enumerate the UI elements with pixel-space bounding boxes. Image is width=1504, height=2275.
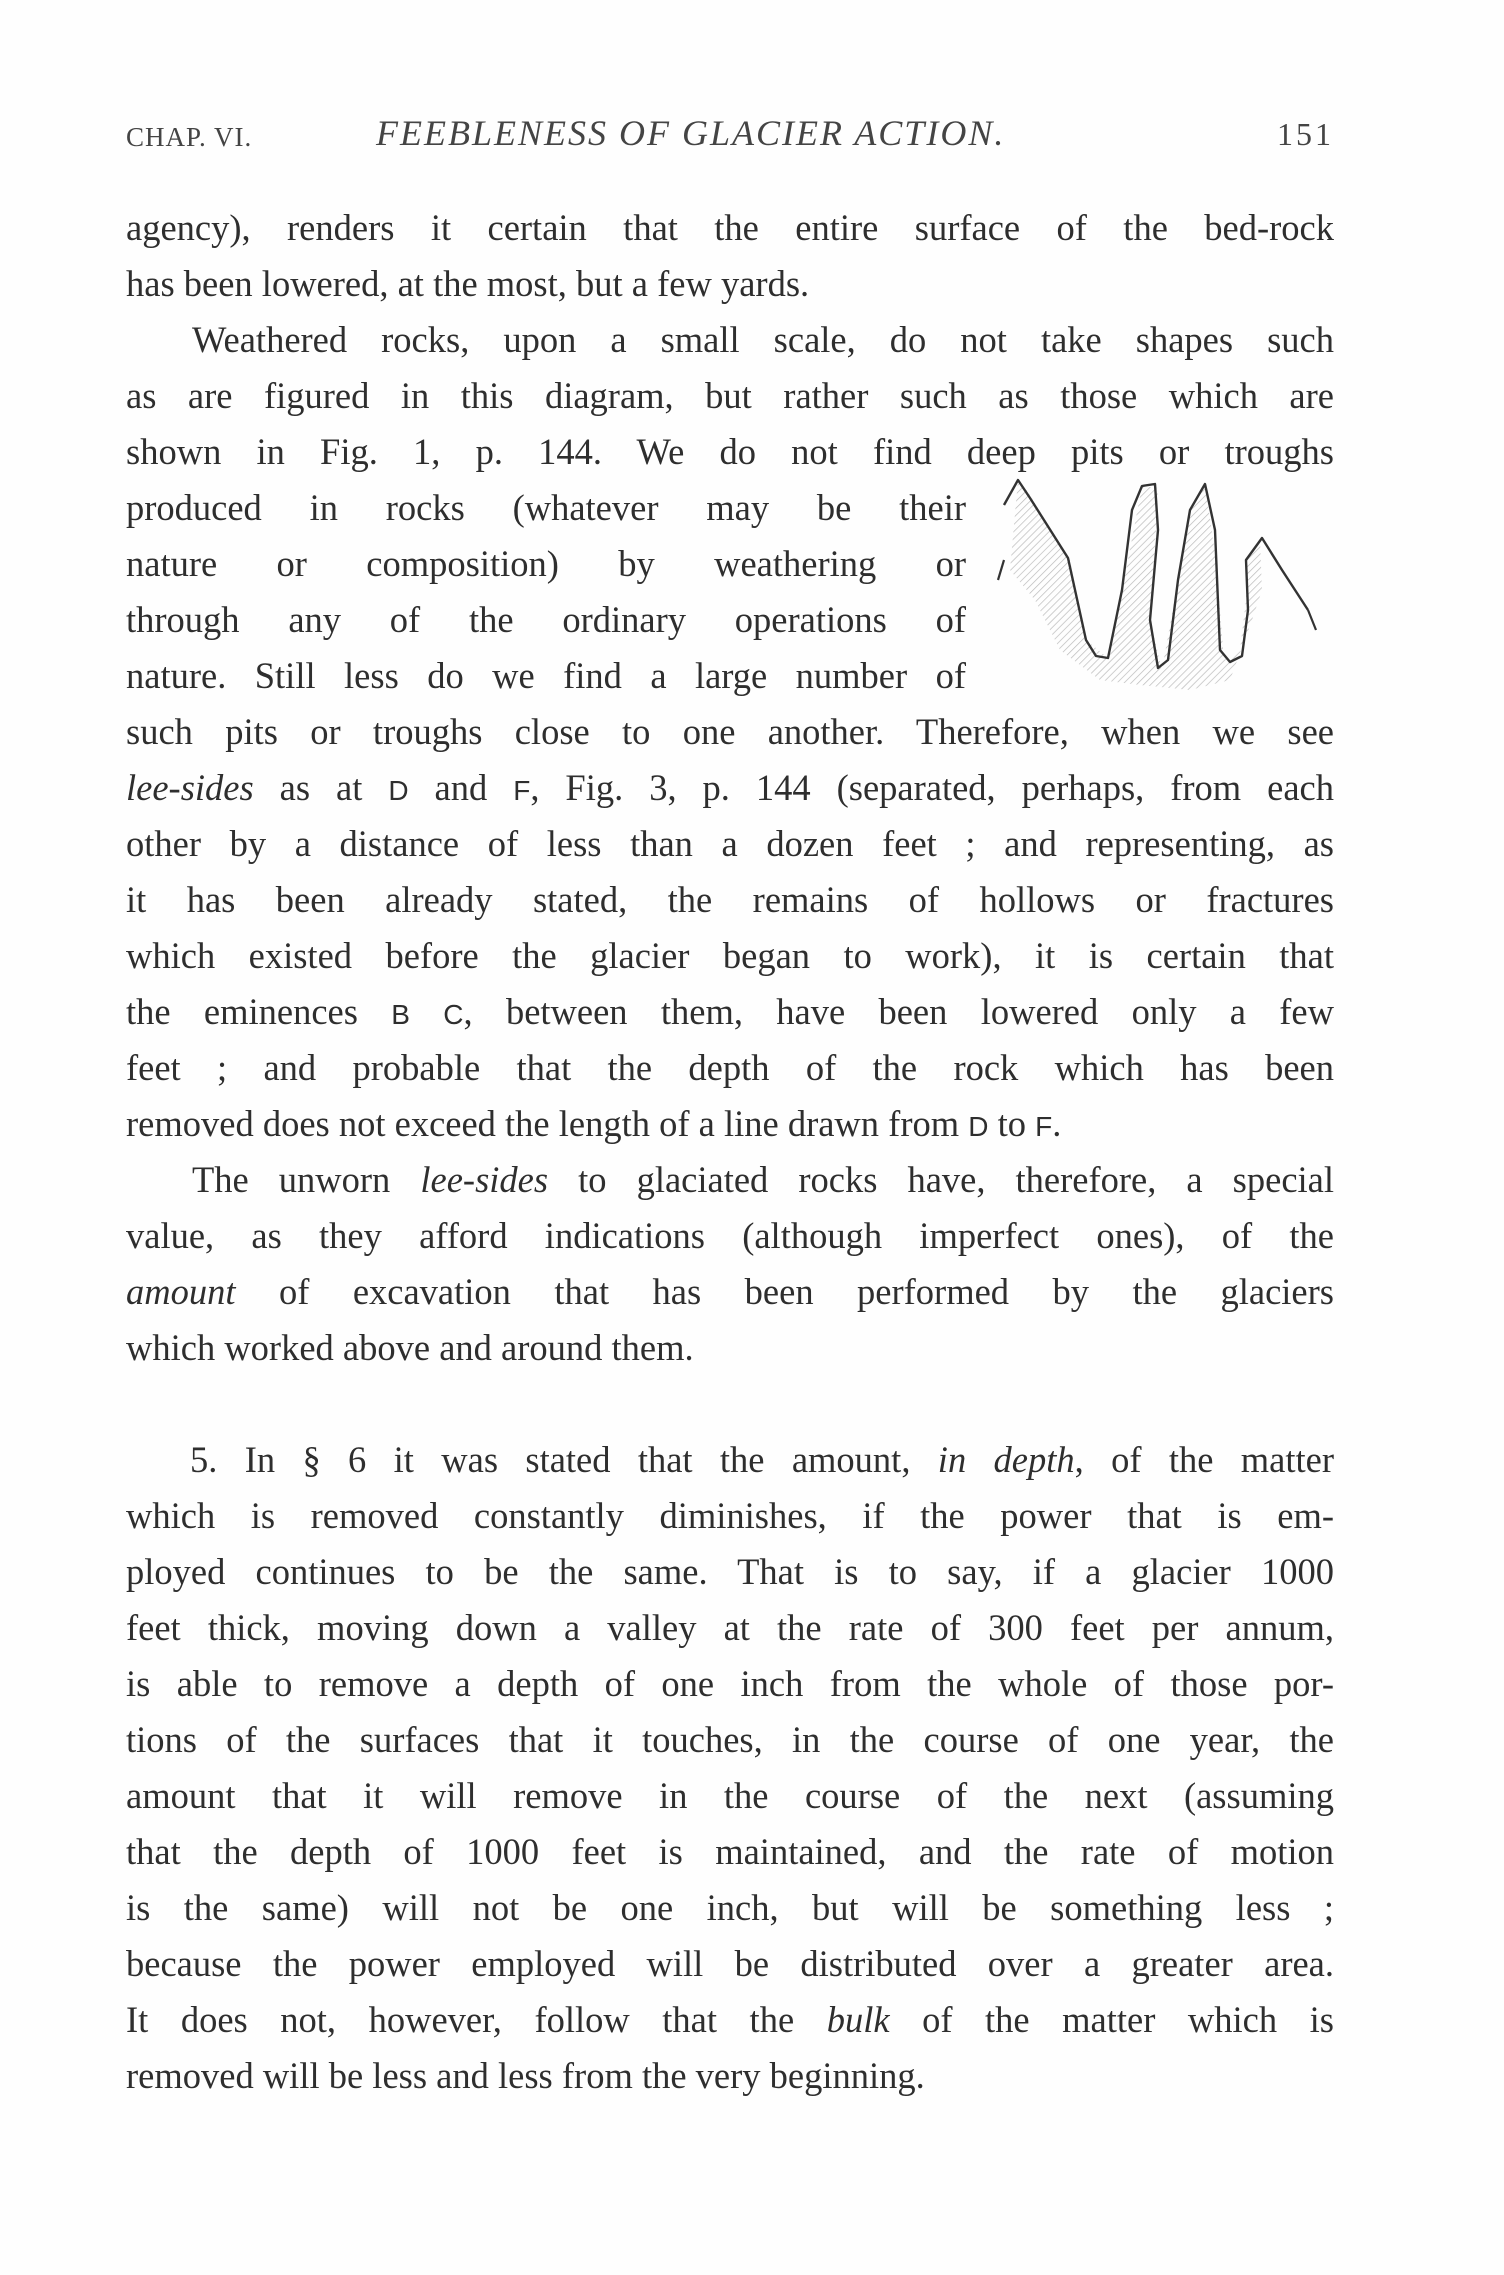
running-head (126, 112, 1334, 162)
text-line: removed will be less and less from the very beginning. (126, 2055, 925, 2096)
text-line: is the same) will not be one inch, but will be something less ; (126, 1887, 1334, 1928)
text-line: nature. Still less do we find a large number of (126, 655, 966, 696)
text-line: Weathered rocks, upon a small scale, do not take shapes such (192, 319, 1334, 360)
text-line: as are figured in this diagram, but rather such as those which are (126, 375, 1334, 416)
paragraph-3 (126, 1152, 1334, 1376)
text-line: which is removed constantly diminishes, if the power that is em- (126, 1495, 1334, 1536)
chapter-title: FEEBLENESS OF GLACIER ACTION. (376, 113, 1006, 153)
paragraph-2 (126, 312, 1334, 1152)
text-line: It does not, however, follow that the bulk of the matter which is (126, 1999, 1334, 2040)
text-line: shown in Fig. 1, p. 144. We do not find deep pits or troughs (126, 431, 1334, 472)
text-line: lee-sides as at D and F, Fig. 3, p. 144 (separated, perhaps, from each (126, 767, 1334, 808)
rock-hatching (1010, 480, 1262, 690)
chapter-label: CHAP. VI. (126, 122, 253, 152)
page-number: 151 (1277, 116, 1334, 152)
text-line: is able to remove a depth of one inch from the whole of those por- (126, 1663, 1334, 1704)
text-line: produced in rocks (whatever may be their (126, 487, 966, 528)
text-line: nature or composition) by weathering or (126, 543, 966, 584)
figure-letter: C (443, 999, 464, 1030)
italic-term: in depth (937, 1439, 1075, 1480)
italic-term: amount (126, 1271, 236, 1312)
text-line: tions of the surfaces that it touches, in the course of one year, the (126, 1719, 1334, 1760)
text-line: value, as they afford indications (although imperfect ones), of the (126, 1215, 1334, 1256)
italic-term: lee-sides (126, 767, 254, 808)
text-line: other by a distance of less than a dozen feet ; and representing, as (126, 823, 1334, 864)
paragraph-4 (126, 1432, 1334, 2104)
text-line: amount of excavation that has been performed by the glaciers (126, 1271, 1334, 1312)
text-line: ployed continues to be the same. That is to say, if a glacier 1000 (126, 1551, 1334, 1592)
text-line: feet ; and probable that the depth of the rock which has been (126, 1047, 1334, 1088)
text-line: amount that it will remove in the course of the next (assuming (126, 1775, 1334, 1816)
figure-letter: F (1035, 1111, 1053, 1142)
text-line: The unworn lee-sides to glaciated rocks have, therefore, a special (192, 1159, 1334, 1200)
figure-letter: D (388, 775, 409, 806)
paragraph-1 (126, 200, 1334, 312)
figure-letter: F (513, 775, 531, 806)
text-line: through any of the ordinary operations of (126, 599, 966, 640)
text-line: which existed before the glacier began to work), it is certain that (126, 935, 1334, 976)
figure-letter: B (391, 999, 410, 1030)
italic-term: lee-sides (420, 1159, 549, 1200)
text-line: removed does not exceed the length of a line drawn from D to F. (126, 1103, 1062, 1144)
text-line: that the depth of 1000 feet is maintained, and the rate of motion (126, 1831, 1334, 1872)
text-line: has been lowered, at the most, but a few yards. (126, 263, 810, 304)
text-line: which worked above and around them. (126, 1327, 694, 1368)
text-line: 5. In § 6 it was stated that the amount, in depth, of the matter (190, 1439, 1334, 1480)
text-line: agency), renders it certain that the entire surface of the bed-rock (126, 207, 1334, 248)
italic-term: bulk (826, 1999, 890, 2040)
text-line: feet thick, moving down a valley at the rate of 300 feet per annum, (126, 1607, 1334, 1648)
text-line: such pits or troughs close to one another. Therefore, when we see (126, 711, 1334, 752)
text-line: it has been already stated, the remains of hollows or fractures (126, 879, 1334, 920)
rock-diagram (990, 470, 1330, 695)
figure-letter: D (968, 1111, 989, 1142)
text-line: because the power employed will be distributed over a greater area. (126, 1943, 1334, 1984)
text-line: the eminences B C, between them, have been lowered only a few (126, 991, 1334, 1032)
